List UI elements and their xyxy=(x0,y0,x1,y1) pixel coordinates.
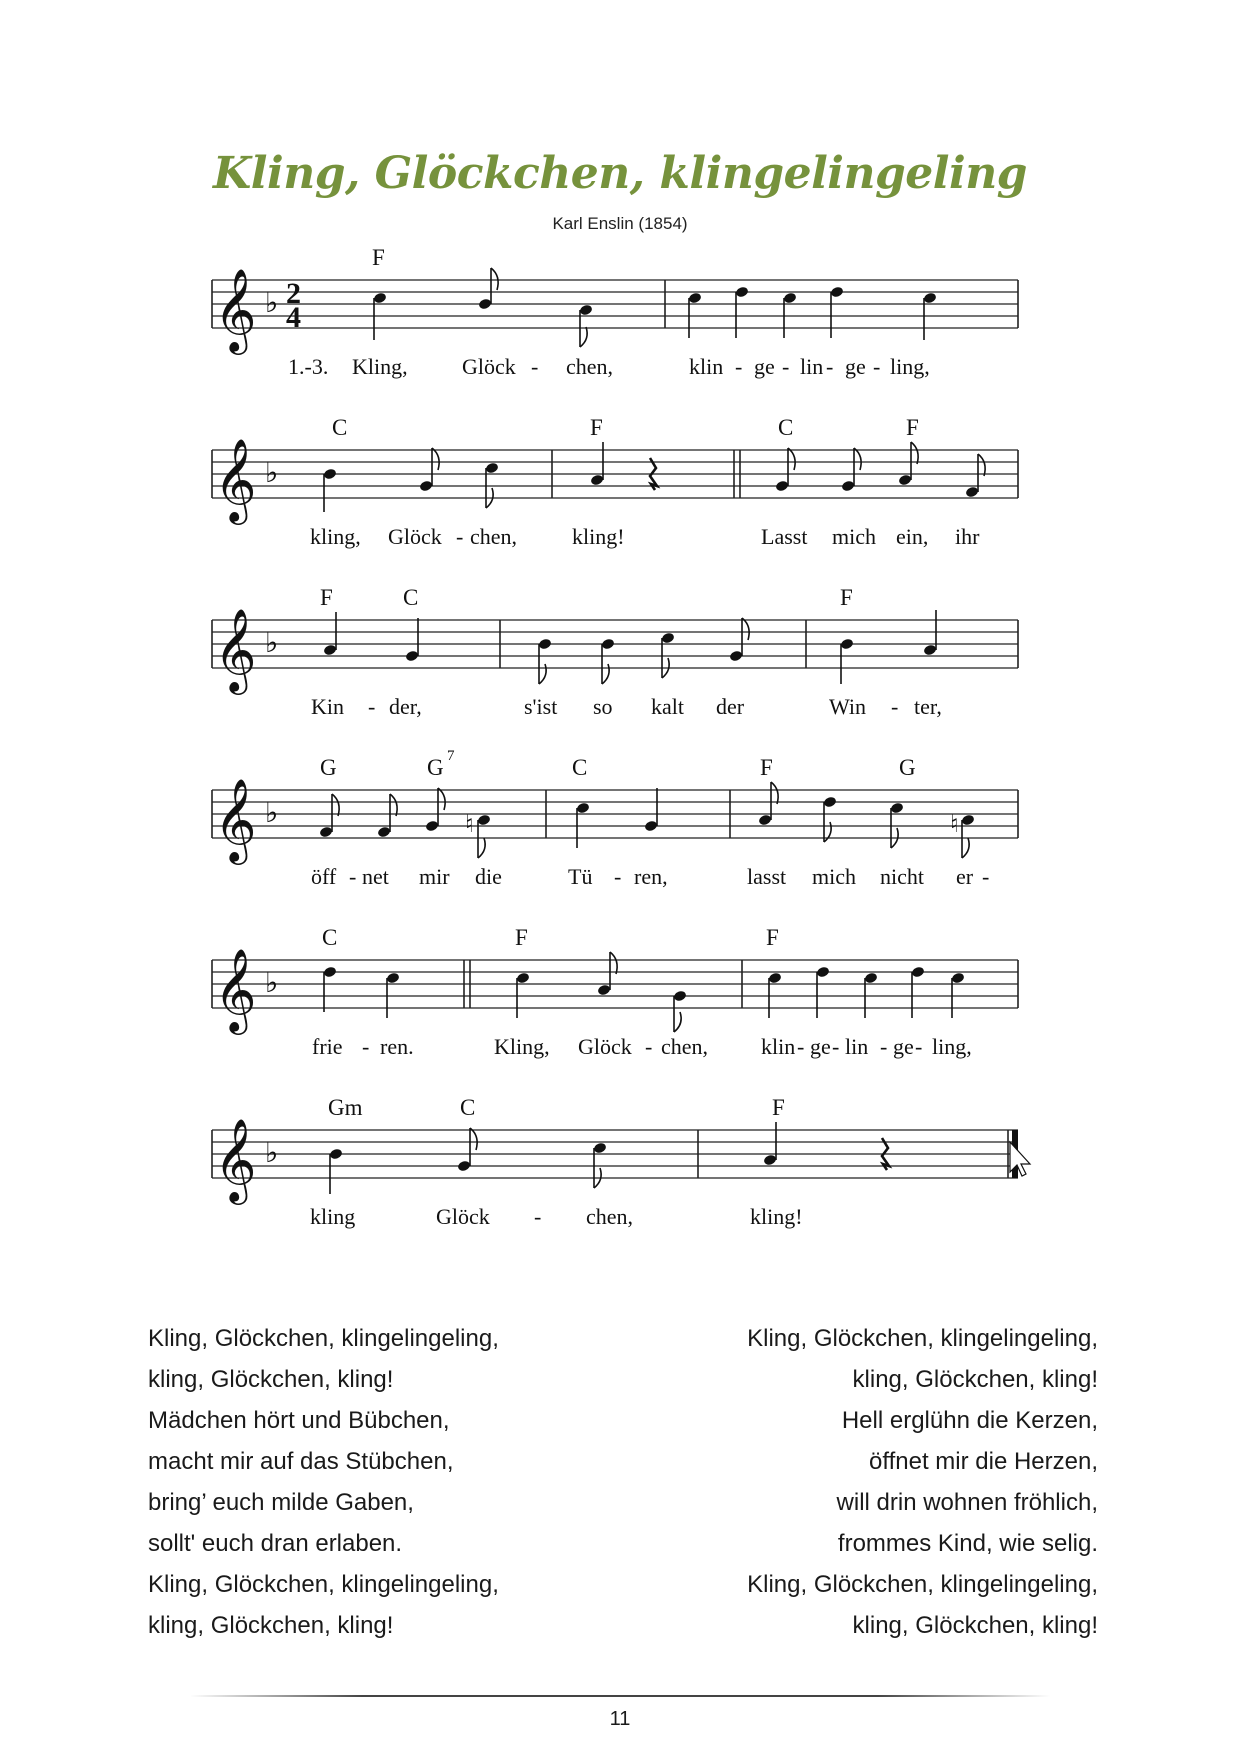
lyric-syllable: ren, xyxy=(634,864,668,889)
music-system-2 xyxy=(212,415,1018,549)
lyric-syllable: s'ist xyxy=(524,694,558,719)
lyric-syllable: ge xyxy=(893,1034,914,1059)
lyric-syllable: klin xyxy=(761,1034,796,1059)
treble-clef-icon: 𝄞 xyxy=(214,1117,257,1201)
note-head xyxy=(478,298,492,311)
lyric-syllable: Glöck xyxy=(578,1034,632,1059)
chord-symbol: C xyxy=(778,415,794,440)
note-head xyxy=(477,814,491,827)
lyric-syllable: - xyxy=(735,354,743,379)
verse-line: kling, Glöckchen, kling! xyxy=(852,1612,1098,1639)
note-head xyxy=(597,984,611,997)
lyric-syllable: ihr xyxy=(955,524,980,549)
verse-line: kling, Glöckchen, kling! xyxy=(148,1366,394,1393)
lyric-syllable: die xyxy=(475,864,502,889)
verse-line: frommes Kind, wie selig. xyxy=(837,1530,1098,1557)
lyrics xyxy=(288,354,930,379)
lyrics xyxy=(310,524,980,549)
lyric-syllable: - xyxy=(349,864,357,889)
treble-clef-icon: 𝄞 xyxy=(214,437,257,521)
lyric-syllable: - xyxy=(880,1034,888,1059)
lyric-syllable: ein, xyxy=(896,524,929,549)
lyric-syllable: Kling, xyxy=(494,1034,550,1059)
note-head xyxy=(485,462,499,475)
note-head xyxy=(323,468,337,481)
note-head xyxy=(590,474,604,487)
note-head xyxy=(775,480,789,493)
music-system-6 xyxy=(212,1095,1030,1229)
lyric-syllable: net xyxy=(362,864,389,889)
note-head xyxy=(516,972,530,985)
flat-key-signature-icon: ♭ xyxy=(265,286,279,319)
note-head xyxy=(763,1154,777,1167)
chord-symbol: C xyxy=(332,415,348,440)
chord-superscript: 7 xyxy=(447,748,455,764)
note-head xyxy=(758,814,772,827)
lyric-syllable: - xyxy=(614,864,622,889)
note-head xyxy=(911,966,925,979)
lyric-syllable: - xyxy=(782,354,790,379)
lyric-syllable: mich xyxy=(812,864,856,889)
notes xyxy=(319,782,975,858)
lyric-syllable: er xyxy=(956,864,974,889)
lyrics xyxy=(312,1034,972,1059)
time-signature-top: 2 xyxy=(286,277,301,310)
lyric-syllable: ge xyxy=(845,354,866,379)
note-head xyxy=(323,966,337,979)
note-head xyxy=(729,650,743,663)
lyric-syllable: - xyxy=(534,1204,542,1229)
lyric-syllable: mir xyxy=(419,864,450,889)
note-head xyxy=(538,638,552,651)
lyric-syllable: Tü xyxy=(568,864,593,889)
lyric-syllable: chen, xyxy=(586,1204,634,1229)
notes xyxy=(323,610,937,684)
lyric-syllable: - xyxy=(982,864,990,889)
lyric-syllable: lin xyxy=(800,354,824,379)
chord-symbol: F xyxy=(772,1095,785,1120)
note-head xyxy=(576,802,590,815)
note-head xyxy=(579,304,593,317)
note-head xyxy=(601,638,615,651)
lyric-syllable: ren. xyxy=(380,1034,414,1059)
lyric-syllable: Kling, xyxy=(352,354,408,379)
treble-clef-icon: 𝄞 xyxy=(214,777,257,861)
natural-sign-icon: ♮ xyxy=(950,810,959,838)
verse-line: sollt' euch dran erlaben. xyxy=(148,1530,403,1557)
lyric-syllable: mich xyxy=(832,524,876,549)
chord-symbol: C xyxy=(322,925,338,950)
chord-symbol: F xyxy=(590,415,603,440)
note-head xyxy=(329,1148,343,1161)
music-system-4 xyxy=(212,748,1018,889)
lyric-syllable: - xyxy=(797,1034,805,1059)
lyric-syllable: - xyxy=(368,694,376,719)
chord-symbol: F xyxy=(320,585,333,610)
lyric-syllable: chen, xyxy=(661,1034,709,1059)
treble-clef-icon: 𝄞 xyxy=(214,267,257,351)
lyric-syllable: öff xyxy=(311,864,337,889)
flat-key-signature-icon: ♭ xyxy=(265,456,279,489)
chord-symbol: F xyxy=(760,755,773,780)
time-signature-bottom: 4 xyxy=(286,301,301,334)
verse-line: Kling, Glöckchen, klingelingeling, xyxy=(148,1571,499,1598)
note-head xyxy=(830,286,844,299)
notes xyxy=(329,1122,889,1194)
music-system-3 xyxy=(212,585,1018,719)
chord-symbol: C xyxy=(403,585,419,610)
lyric-syllable: - xyxy=(645,1034,653,1059)
lyric-syllable: Lasst xyxy=(761,524,808,549)
verse-line: öffnet mir die Herzen, xyxy=(869,1448,1098,1475)
note-head xyxy=(425,820,439,833)
chord-symbol: F xyxy=(840,585,853,610)
lyric-syllable: - xyxy=(362,1034,370,1059)
chord-symbol: F xyxy=(766,925,779,950)
verse-line: Hell erglühn die Kerzen, xyxy=(841,1407,1098,1434)
lyric-syllable: Glöck xyxy=(462,354,516,379)
verse-line: Kling, Glöckchen, klingelingeling, xyxy=(747,1325,1098,1352)
lyric-syllable: so xyxy=(593,694,613,719)
note-head xyxy=(386,972,400,985)
footer-divider xyxy=(190,1695,1050,1697)
staff-lines xyxy=(212,280,1018,328)
lyric-syllable: ge xyxy=(810,1034,831,1059)
verse-text xyxy=(148,1318,1098,1638)
lyric-syllable: kalt xyxy=(651,694,684,719)
note-head xyxy=(419,480,433,493)
lyric-syllable: chen, xyxy=(566,354,614,379)
note-head xyxy=(323,644,337,657)
chord-symbol: Gm xyxy=(328,1095,363,1120)
music-system-1 xyxy=(212,245,1018,379)
lyric-syllable: nicht xyxy=(880,864,924,889)
lyric-syllable: - xyxy=(456,524,464,549)
note-head xyxy=(644,820,658,833)
verse-line: bring’ euch milde Gaben, xyxy=(148,1489,414,1516)
note-head xyxy=(377,826,391,839)
note-head xyxy=(840,638,854,651)
note-head xyxy=(823,796,837,809)
note-head xyxy=(923,292,937,305)
lyrics xyxy=(311,694,942,719)
lyric-syllable: ter, xyxy=(914,694,942,719)
note-head xyxy=(688,292,702,305)
lyric-syllable: Glöck xyxy=(388,524,442,549)
lyric-syllable: Win xyxy=(829,694,866,719)
lyric-syllable: - xyxy=(915,1034,923,1059)
note-head xyxy=(593,1142,607,1155)
lyric-syllable: Glöck xyxy=(436,1204,490,1229)
chord-symbol: F xyxy=(515,925,528,950)
note-head xyxy=(816,966,830,979)
note-head xyxy=(735,286,749,299)
notes xyxy=(323,442,985,512)
verse-line: Mädchen hört und Bübchen, xyxy=(148,1407,450,1434)
chord-symbol: C xyxy=(572,755,588,780)
lyrics xyxy=(310,1204,803,1229)
lyric-syllable: kling, xyxy=(310,524,361,549)
lyric-syllable: - xyxy=(873,354,881,379)
music-system-5 xyxy=(212,925,1018,1059)
lyric-syllable: kling! xyxy=(750,1204,803,1229)
lyric-syllable: kling! xyxy=(572,524,625,549)
song-author: Karl Enslin (1854) xyxy=(552,214,688,233)
note-head xyxy=(890,802,904,815)
flat-key-signature-icon: ♭ xyxy=(265,966,279,999)
lyric-syllable: der xyxy=(716,694,745,719)
verse-line: kling, Glöckchen, kling! xyxy=(148,1612,394,1639)
lyric-syllable: ling, xyxy=(932,1034,972,1059)
verse-line: Kling, Glöckchen, klingelingeling, xyxy=(148,1325,499,1352)
note-head xyxy=(319,826,333,839)
note-head xyxy=(841,480,855,493)
lyric-syllable: klin xyxy=(689,354,724,379)
note-head xyxy=(405,650,419,663)
lyric-syllable: der, xyxy=(389,694,422,719)
note-head xyxy=(898,474,912,487)
note-head xyxy=(673,990,687,1003)
chord-symbol: G xyxy=(320,755,337,780)
flat-key-signature-icon: ♭ xyxy=(265,626,279,659)
lyric-syllable: lin xyxy=(845,1034,869,1059)
verse-line: will drin wohnen fröhlich, xyxy=(836,1489,1098,1516)
note-head xyxy=(965,486,979,499)
page-number: 11 xyxy=(609,1708,631,1730)
note-head xyxy=(961,814,975,827)
lyric-syllable: - xyxy=(891,694,899,719)
verse-column-left xyxy=(148,1318,608,1646)
chord-symbol: C xyxy=(460,1095,476,1120)
lyric-syllable: lasst xyxy=(747,864,787,889)
verse-line: kling, Glöckchen, kling! xyxy=(852,1366,1098,1393)
chord-symbol: G xyxy=(899,755,916,780)
lyric-syllable: - xyxy=(826,354,834,379)
lyric-syllable: ling, xyxy=(890,354,930,379)
flat-key-signature-icon: ♭ xyxy=(265,796,279,829)
chord-symbol: G xyxy=(427,755,444,780)
lyric-syllable: frie xyxy=(312,1034,343,1059)
note-head xyxy=(923,644,937,657)
lyric-syllable: Kin xyxy=(311,694,344,719)
lyric-syllable: chen, xyxy=(470,524,518,549)
staff-lines xyxy=(212,960,1018,1008)
natural-sign-icon: ♮ xyxy=(465,810,474,838)
staff-lines xyxy=(212,620,1018,668)
note-head xyxy=(661,632,675,645)
note-head xyxy=(768,972,782,985)
lyric-syllable: ge xyxy=(754,354,775,379)
song-title: Kling, Glöckchen, klingelingeling xyxy=(213,148,1027,199)
verse-line: macht mir auf das Stübchen, xyxy=(148,1448,454,1475)
treble-clef-icon: 𝄞 xyxy=(214,607,257,691)
verse-number: 1.-3. xyxy=(288,354,329,379)
notes xyxy=(323,952,965,1032)
note-head xyxy=(457,1160,471,1173)
chord-symbol: F xyxy=(372,245,385,270)
flat-key-signature-icon: ♭ xyxy=(265,1136,279,1169)
lyric-syllable: - xyxy=(832,1034,840,1059)
verse-column-right xyxy=(638,1318,1098,1646)
note-head xyxy=(951,972,965,985)
note-head xyxy=(783,292,797,305)
treble-clef-icon: 𝄞 xyxy=(214,947,257,1031)
lyrics xyxy=(311,864,989,889)
lyric-syllable: kling xyxy=(310,1204,356,1229)
verse-line: Kling, Glöckchen, klingelingeling, xyxy=(747,1571,1098,1598)
note-head xyxy=(373,292,387,305)
note-head xyxy=(864,972,878,985)
lyric-syllable: - xyxy=(531,354,539,379)
chord-symbol: F xyxy=(906,415,919,440)
